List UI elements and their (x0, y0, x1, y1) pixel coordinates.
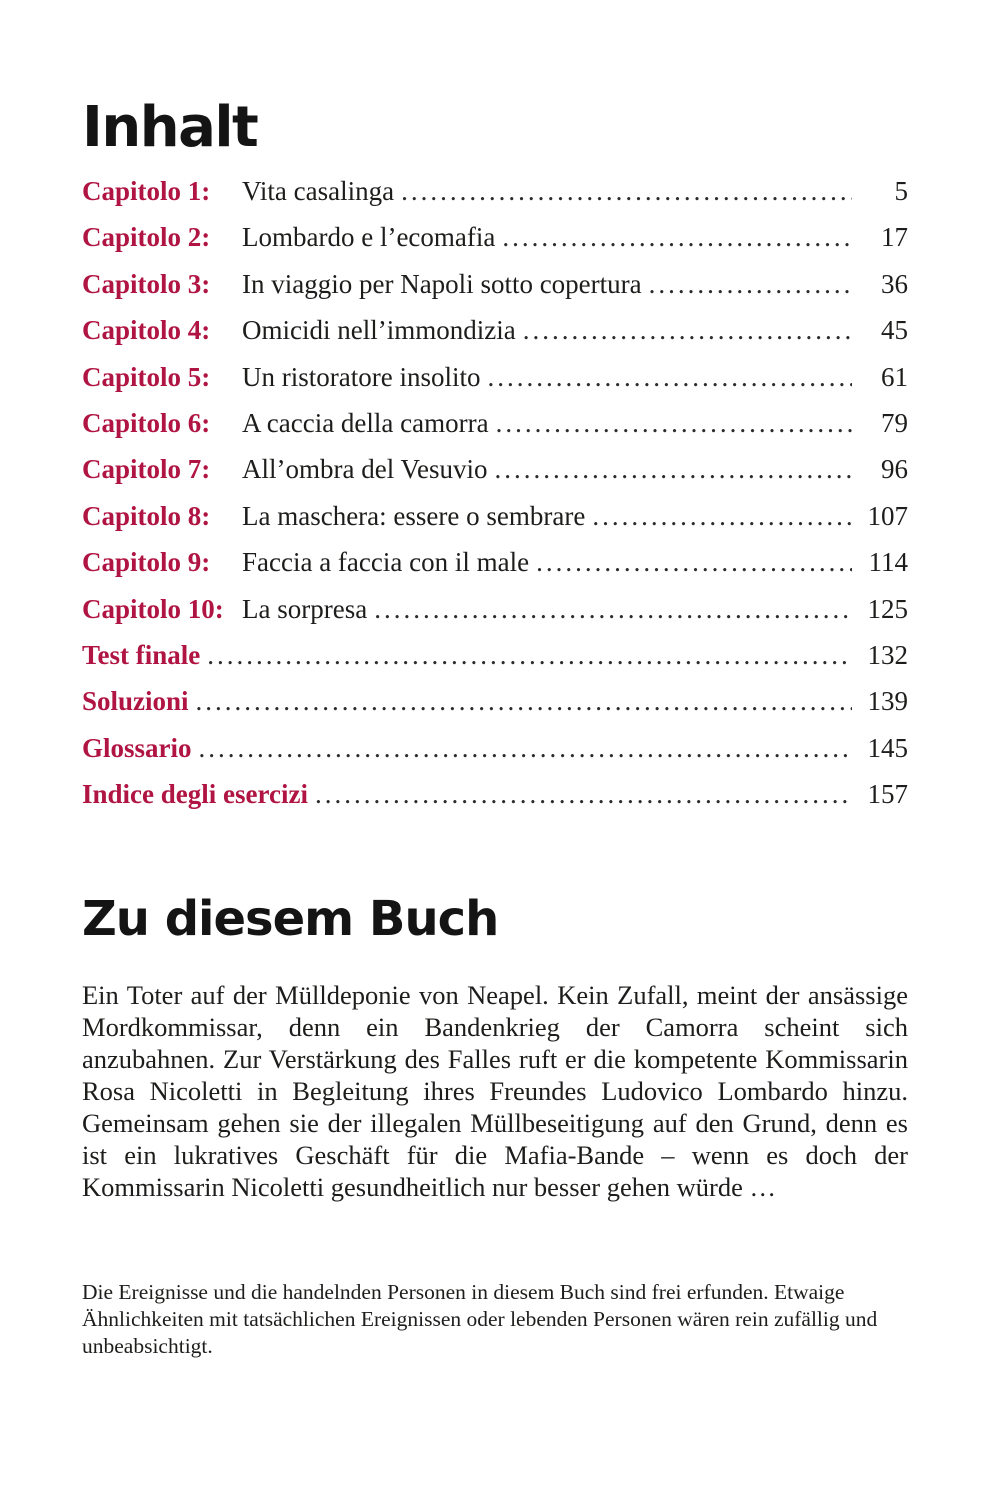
dot-leader (374, 594, 852, 625)
table-of-contents (82, 176, 908, 825)
chapter-label: Capitolo 9: (82, 547, 211, 578)
chapter-label: Capitolo 8: (82, 500, 211, 531)
section-title: Test finale (82, 639, 201, 670)
dot-leader (401, 176, 852, 207)
page-number: 36 (881, 268, 908, 299)
chapter-label: Capitolo 1: (82, 176, 211, 206)
toc-entry (82, 176, 908, 222)
dot-leader (592, 501, 852, 532)
dot-leader (487, 362, 852, 393)
page-number: 17 (881, 222, 908, 253)
toc-entry (82, 222, 908, 268)
chapter-label: Capitolo 5: (82, 361, 211, 392)
chapter-label: Capitolo 3: (82, 268, 211, 299)
dot-leader (496, 408, 852, 439)
chapter-title: A caccia della camorra (242, 407, 489, 438)
toc-back-matter-entry (82, 779, 908, 825)
toc-entry (82, 408, 908, 454)
dot-leader (207, 640, 852, 671)
page-number: 125 (867, 593, 908, 624)
toc-entry (82, 362, 908, 408)
page-number: 145 (867, 732, 908, 763)
toc-entry (82, 547, 908, 593)
dot-leader (196, 686, 852, 717)
about-heading: Zu diesem Buch (82, 891, 499, 948)
chapter-title: All’ombra del Vesuvio (242, 454, 488, 485)
toc-entry (82, 315, 908, 361)
chapter-label: Capitolo 6: (82, 407, 211, 438)
chapter-title: La maschera: essere o sembrare (242, 500, 586, 531)
toc-back-matter-entry (82, 640, 908, 686)
toc-back-matter-entry (82, 686, 908, 732)
page-number: 132 (867, 639, 908, 670)
page-number: 79 (881, 407, 908, 438)
page-number: 61 (881, 361, 908, 392)
page-number: 139 (867, 686, 908, 717)
dot-leader (315, 779, 852, 810)
chapter-title: Un ristoratore insolito (242, 361, 481, 392)
dot-leader (523, 315, 852, 346)
disclaimer-text: Die Ereignisse und die handelnden Personen in diesem Buch sind frei erfunden. Etwaige Ähnlichkeiten mit tatsächlichen Ereignissen oder lebenden Personen wären rein zufällig und unbeabsichtigt. (82, 1280, 878, 1359)
toc-entry (82, 594, 908, 640)
chapter-title: La sorpresa (242, 593, 368, 624)
page-number: 5 (894, 176, 908, 206)
toc-heading: Inhalt (82, 95, 258, 160)
chapter-title: Vita casalinga (242, 176, 395, 206)
chapter-title: In viaggio per Napoli sotto copertura (242, 268, 642, 299)
page-number: 96 (881, 454, 908, 485)
chapter-title: Faccia a faccia con il male (242, 547, 530, 578)
section-title: Glossario (82, 732, 192, 763)
dot-leader (502, 222, 852, 253)
dot-leader (494, 454, 852, 485)
section-title: Soluzioni (82, 686, 189, 717)
chapter-label: Capitolo 4: (82, 315, 211, 346)
chapter-title: Omicidi nell’immondizia (242, 315, 516, 346)
toc-back-matter-entry (82, 733, 908, 779)
chapter-label: Capitolo 7: (82, 454, 211, 485)
toc-entry (82, 501, 908, 547)
dot-leader (536, 547, 852, 578)
toc-entry (82, 269, 908, 315)
page-number: 107 (867, 500, 908, 531)
page-number: 157 (867, 779, 908, 810)
section-title: Indice degli esercizi (82, 779, 308, 810)
chapter-label: Capitolo 2: (82, 222, 211, 253)
chapter-label: Capitolo 10: (82, 593, 224, 624)
about-paragraph: Ein Toter auf der Mülldeponie von Neapel. Kein Zufall, meint der ansässige Mordkommissar, denn ein Bandenkrieg der Camorra scheint sich anzubahnen. Zur Verstärkung des Falles ruft er die kompetente Kommissarin Rosa Nicoletti in Begleitung ihres Freundes Ludovico Lombardo hinzu. Gemeinsam gehen sie der illegalen Müllbeseitigung auf den Grund, denn es ist ein lukratives Geschäft für die Mafia-Bande – wenn es doch der Kommissarin Nicoletti gesundheitlich nur besser gehen würde … (82, 980, 908, 1203)
toc-entry (82, 454, 908, 500)
page-number: 45 (881, 315, 908, 346)
page-number: 114 (868, 547, 908, 578)
chapter-title: Lombardo e l’ecomafia (242, 222, 496, 253)
dot-leader (199, 733, 852, 764)
dot-leader (649, 269, 852, 300)
